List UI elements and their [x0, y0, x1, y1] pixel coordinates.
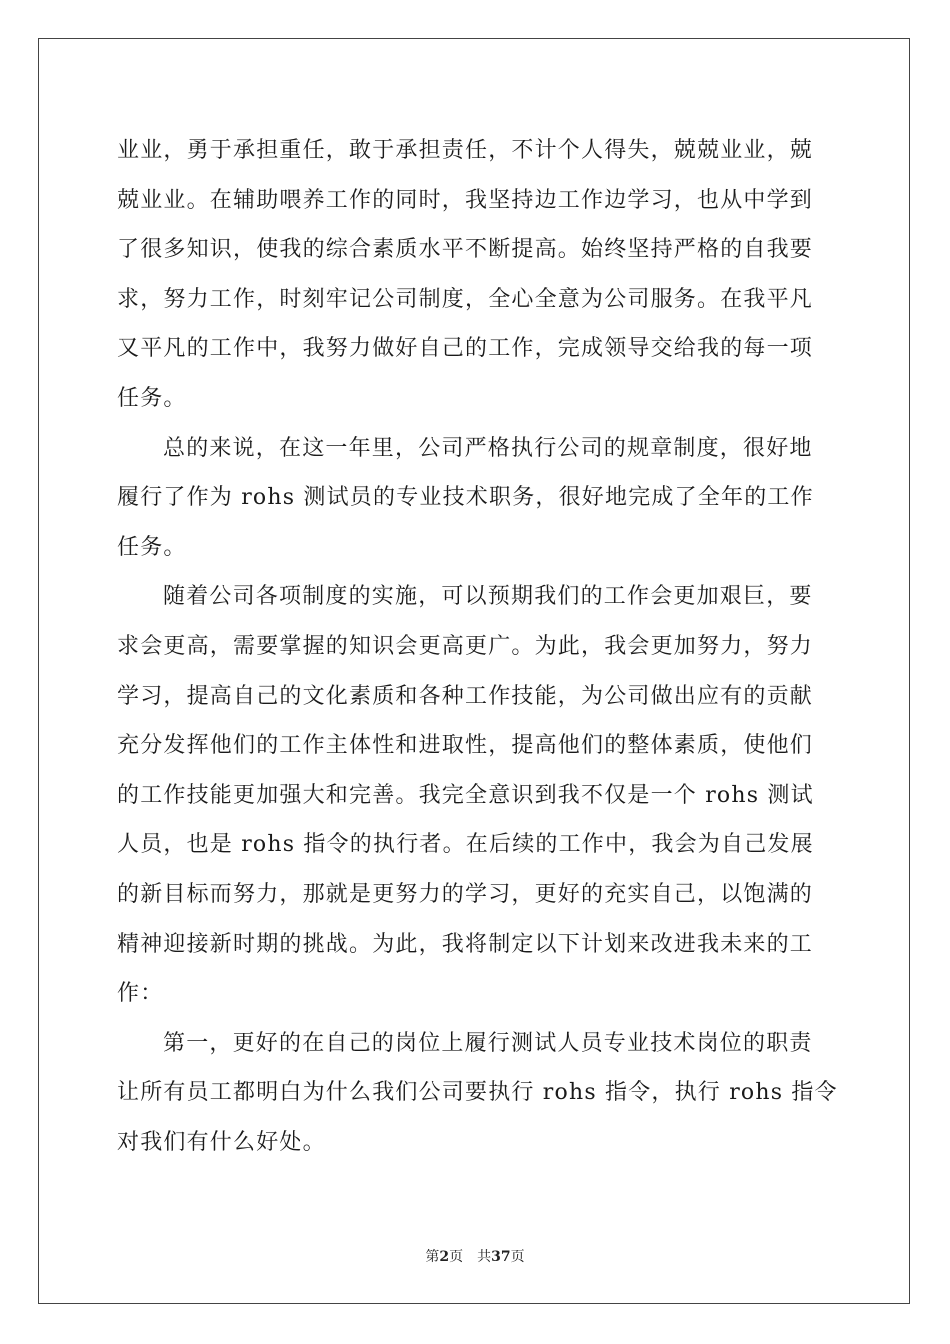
paragraph-start-line: 总的来说，在这一年里，公司严格执行公司的规章制度，很好地	[163, 435, 813, 461]
page-number: 2	[439, 1249, 450, 1265]
page-suffix: 页	[449, 1249, 464, 1265]
text-line: 又平凡的工作中，我努力做好自己的工作，完成领导交给我的每一项	[117, 336, 814, 362]
text-line: 了很多知识，使我的综合素质水平不断提高。始终坚持严格的自我要	[117, 237, 814, 263]
paragraph-start-line: 随着公司各项制度的实施，可以预期我们的工作会更加艰巨，要	[163, 584, 813, 610]
text-line: 让所有员工都明白为什么我们公司要执行 rohs 指令，执行 rohs 指令	[117, 1080, 838, 1106]
page-footer	[0, 1248, 950, 1266]
text-line: 求会更高，需要掌握的知识会更高更广。为此，我会更加努力，努力	[117, 633, 814, 659]
text-line: 精神迎接新时期的挑战。为此，我将制定以下计划来改进我未来的工	[117, 931, 814, 957]
text-line: 任务。	[117, 385, 187, 411]
page-prefix: 第	[425, 1249, 440, 1265]
text-line: 的新目标而努力，那就是更努力的学习，更好的充实自己，以饱满的	[117, 881, 814, 907]
text-line: 学习，提高自己的文化素质和各种工作技能，为公司做出应有的贡献	[117, 683, 814, 709]
paragraph-start-line: 第一，更好的在自己的岗位上履行测试人员专业技术岗位的职责	[163, 1030, 813, 1056]
text-line: 任务。	[117, 534, 187, 560]
text-line: 人员，也是 rohs 指令的执行者。在后续的工作中，我会为自己发展	[117, 832, 814, 858]
text-line: 履行了作为 rohs 测试员的专业技术职务，很好地完成了全年的工作	[117, 485, 814, 511]
text-line: 充分发挥他们的工作主体性和进取性，提高他们的整体素质，使他们	[117, 733, 814, 759]
text-line: 的工作技能更加强大和完善。我完全意识到我不仅是一个 rohs 测试	[117, 782, 814, 808]
total-prefix: 共	[477, 1249, 492, 1265]
text-line: 业业，勇于承担重任，敢于承担责任，不计个人得失，兢兢业业，兢	[117, 138, 814, 163]
text-line: 求，努力工作，时刻牢记公司制度，全心全意为公司服务。在我平凡	[117, 286, 814, 312]
text-line: 作：	[117, 981, 164, 1007]
total-pages: 37	[491, 1249, 511, 1265]
document-body	[117, 126, 838, 1167]
text-line: 兢业业。在辅助喂养工作的同时，我坚持边工作边学习，也从中学到	[117, 187, 814, 213]
total-suffix: 页	[510, 1249, 525, 1265]
text-line: 对我们有什么好处。	[117, 1129, 326, 1155]
